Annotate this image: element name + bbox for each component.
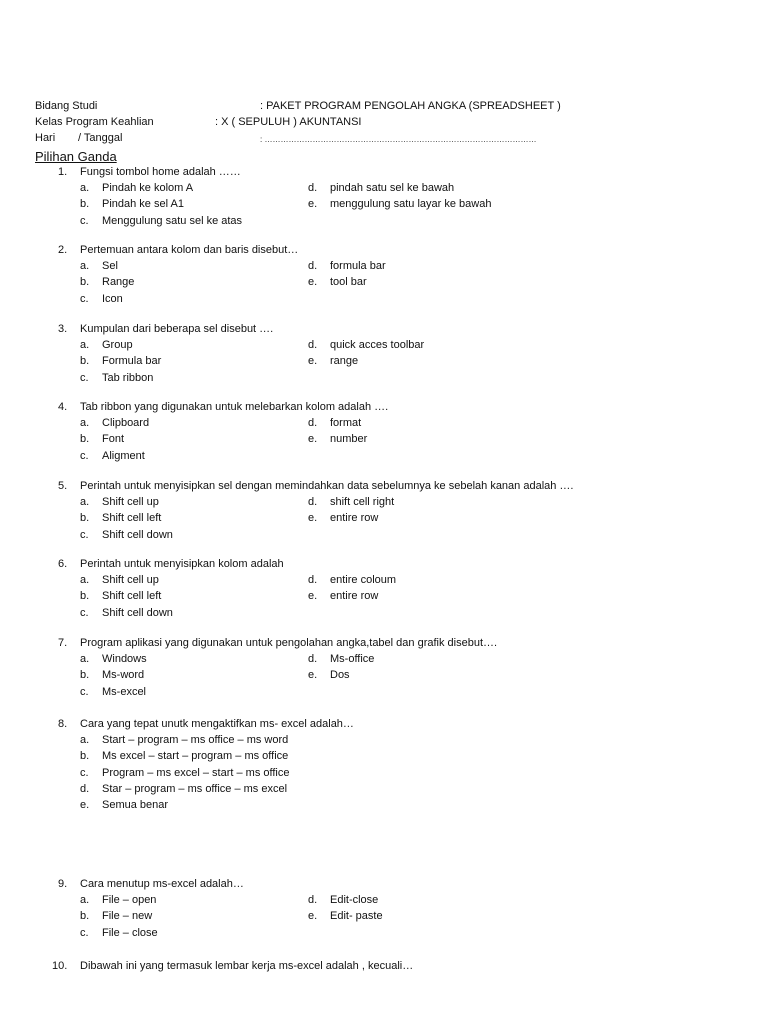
option-letter: d. [80,783,90,795]
option-letter: c. [80,450,89,462]
option-letter: b. [80,198,90,210]
option-letter: c. [80,529,89,541]
option-text: shift cell right [330,496,395,508]
kelas-value: : X ( SEPULUH ) AKUNTANSI [215,116,362,128]
option-text: entire row [330,590,379,602]
option-text: Edit- paste [330,910,383,922]
option-text: Shift cell up [102,496,159,508]
option-text: entire row [330,512,379,524]
option-letter: a. [80,734,90,746]
question-number: 5. [58,480,68,492]
option-text: Shift cell left [102,590,162,602]
option-letter: c. [80,607,89,619]
option-letter: b. [80,910,90,922]
option-text: pindah satu sel ke bawah [330,182,455,194]
option-text: File – close [102,927,158,939]
question-stem: Kumpulan dari beberapa sel disebut …. [80,323,274,335]
question-stem: Cara menutup ms-excel adalah… [80,878,244,890]
question-stem: Perintah untuk menyisipkan kolom adalah [80,558,284,570]
option-letter: e. [308,669,318,681]
question-number: 6. [58,558,68,570]
option-letter: e. [308,198,318,210]
option-text: File – open [102,894,157,906]
option-text: Menggulung satu sel ke atas [102,215,243,227]
option-letter: b. [80,590,90,602]
tanggal-value: : ………………………………………………………………………………………… [260,135,537,144]
option-letter: b. [80,433,90,445]
option-text: Pindah ke kolom A [102,182,194,194]
option-letter: a. [80,417,90,429]
option-text: Aligment [102,450,145,462]
question-stem: Tab ribbon yang digunakan untuk melebarkan kolom adalah …. [80,401,389,413]
option-letter: a. [80,339,90,351]
option-text: range [330,355,359,367]
option-letter: d. [308,496,318,508]
hari-label: Hari [35,132,56,144]
option-letter: b. [80,750,90,762]
bidang-label: Bidang Studi [35,100,98,112]
option-letter: a. [80,260,90,272]
option-text: Edit-close [330,894,379,906]
option-letter: a. [80,574,90,586]
option-letter: e. [308,910,318,922]
option-letter: c. [80,293,89,305]
option-text: Ms-office [330,653,375,665]
option-letter: d. [308,653,318,665]
option-letter: c. [80,686,89,698]
option-text: Shift cell down [102,529,173,541]
option-letter: e. [308,512,318,524]
option-letter: c. [80,767,89,779]
option-letter: b. [80,276,90,288]
option-text: Semua benar [102,799,169,811]
option-text: Dos [330,669,350,681]
option-letter: a. [80,894,90,906]
question-stem: Pertemuan antara kolom dan baris disebut… [80,244,299,256]
option-letter: e. [80,799,90,811]
option-letter: e. [308,590,318,602]
option-letter: a. [80,496,90,508]
question-stem: Program aplikasi yang digunakan untuk pengolahan angka,tabel dan grafik disebut…. [80,637,498,649]
question-stem: Fungsi tombol home adalah …… [80,166,241,178]
option-letter: c. [80,372,89,384]
option-text: quick acces toolbar [330,339,425,351]
option-text: Program – ms excel – start – ms office [102,767,290,779]
tanggal-label: / Tanggal [78,132,123,144]
option-letter: d. [308,260,318,272]
section-title: Pilihan Ganda [35,149,117,164]
option-text: Ms excel – start – program – ms office [102,750,289,762]
option-letter: a. [80,182,90,194]
option-text: tool bar [330,276,367,288]
option-text: Group [102,339,133,351]
option-text: Sel [102,260,118,272]
option-text: Ms-word [102,669,145,681]
option-text: Font [102,433,125,445]
question-number: 10. [52,960,68,972]
option-letter: a. [80,653,90,665]
question-stem: Dibawah ini yang termasuk lembar kerja ms-excel adalah , kecuali… [80,960,414,972]
option-text: menggulung satu layar ke bawah [330,198,492,210]
option-letter: d. [308,339,318,351]
question-stem: Perintah untuk menyisipkan sel dengan memindahkan data sebelumnya ke sebelah kanan adalah …. [80,480,574,492]
option-text: Formula bar [102,355,162,367]
option-text: number [330,433,368,445]
question-number: 3. [58,323,68,335]
option-text: Tab ribbon [102,372,154,384]
option-text: formula bar [330,260,386,272]
option-letter: b. [80,355,90,367]
option-letter: b. [80,512,90,524]
option-letter: d. [308,182,318,194]
option-text: Ms-excel [102,686,147,698]
option-text: Start – program – ms office – ms word [102,734,289,746]
option-letter: e. [308,276,318,288]
question-number: 1. [58,166,68,178]
option-text: Windows [102,653,147,665]
option-letter: d. [308,417,318,429]
option-text: Pindah ke sel A1 [102,198,184,210]
option-text: Range [102,276,135,288]
option-letter: e. [308,433,318,445]
option-letter: c. [80,927,89,939]
option-text: Star – program – ms office – ms excel [102,783,288,795]
option-letter: b. [80,669,90,681]
option-text: Shift cell down [102,607,173,619]
question-stem: Cara yang tepat unutk mengaktifkan ms- excel adalah… [80,718,354,730]
option-letter: d. [308,574,318,586]
question-number: 9. [58,878,68,890]
question-number: 4. [58,401,68,413]
bidang-value: : PAKET PROGRAM PENGOLAH ANGKA (SPREADSHEET ) [260,100,561,112]
question-number: 2. [58,244,68,256]
question-number: 7. [58,637,68,649]
option-letter: c. [80,215,89,227]
option-text: Icon [102,293,123,305]
option-text: entire coloum [330,574,397,586]
option-text: Shift cell left [102,512,162,524]
option-text: Clipboard [102,417,150,429]
option-letter: d. [308,894,318,906]
option-text: format [330,417,362,429]
option-text: Shift cell up [102,574,159,586]
option-text: File – new [102,910,153,922]
kelas-label: Kelas Program Keahlian [35,116,154,128]
question-number: 8. [58,718,68,730]
option-letter: e. [308,355,318,367]
